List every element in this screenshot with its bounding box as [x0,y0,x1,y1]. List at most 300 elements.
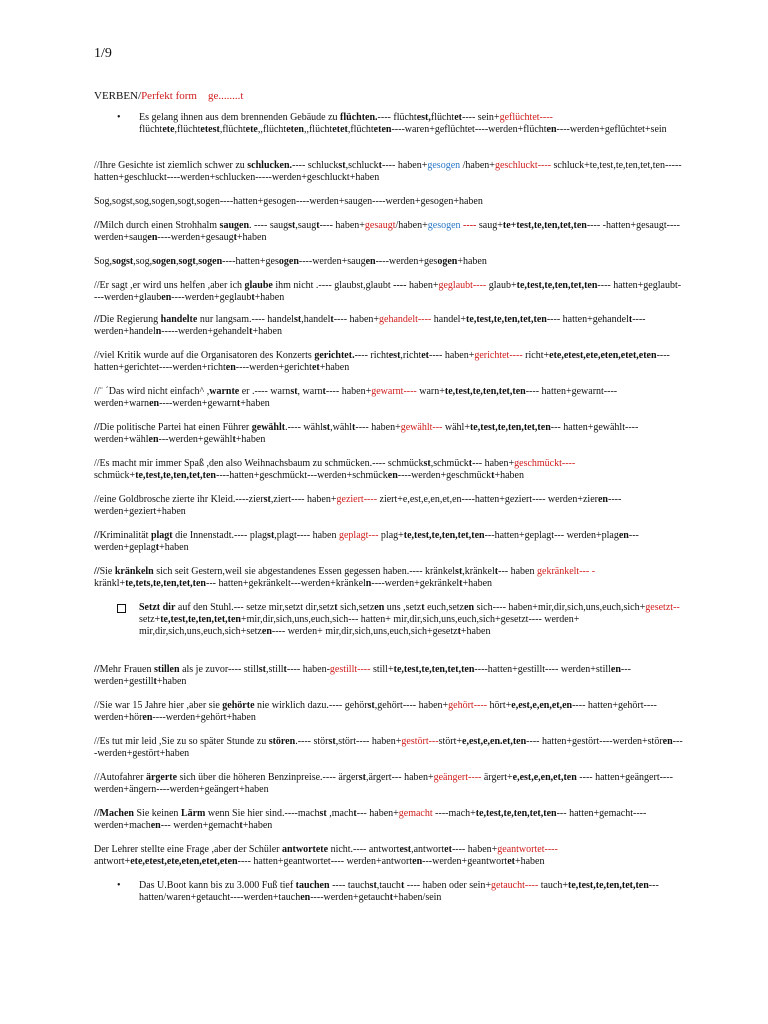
verb-text-segment: t [153,676,157,687]
verb-text-segment: ----mach+ [432,808,476,819]
verb-text-segment: Die Regierung [99,314,161,325]
verb-text-segment: kränkl+ [94,578,126,589]
verb-text-segment: ----werden+getauch [310,892,390,903]
verb-entry-fluechten [117,112,684,136]
verb-entry-aergern [94,772,684,796]
verb-text-segment: wenn Sie hier sind.----mach [205,808,320,819]
verb-text-segment: kränkeln [114,566,154,577]
verb-text-segment: , warn [297,386,323,397]
verb-text-segment: en [150,820,161,831]
verb-text-segment: ziert+e,est,e,en,et,en----hatten+geziert---- werden+zier [377,494,598,505]
verb-text-segment: t [239,820,243,831]
verb-text-segment: sich---- haben+mir,dir,sich,uns,euch,sich+ [474,602,646,613]
verb-text-segment: gesaugt [364,220,396,231]
verb-text-segment: /haben+ [395,220,428,231]
verb-text-segment: et [444,844,452,855]
verb-text-segment: sich seit Gestern,weil sie abgestandenes Essen gegessen haben.---- kränkel [153,566,456,577]
verb-text-segment: ---- haben+ [325,386,372,397]
verb-text-segment: +haben [457,256,487,267]
verb-text-segment: flüchten. [340,112,378,123]
verb-text-segment: et [507,856,515,867]
verb-text-segment: ,saug [295,220,317,231]
verb-text-segment: gerichtet. [314,350,355,361]
verb-text-segment: en [142,712,153,723]
verb-text-segment: te,test,te,ten,tet,ten [466,314,547,325]
verb-text-segment: ---- haben+ [333,314,380,325]
verb-text-segment: //Ihre Gesichte ist ziemlich schwer zu [94,160,248,171]
verb-text-segment: ----werden+geziert+haben [94,494,622,517]
verb-text-segment: ----werden+gekränkel [371,578,460,589]
verb-text-segment: e,est,e,en,et,en [511,700,573,711]
verb-text-segment: setz+ [139,614,161,625]
verb-text-segment: ,,flücht [257,124,287,135]
verb-text-segment: euch,setz [424,602,464,613]
verb-text-segment: --- haben [498,566,537,577]
verb-text-segment: geflüchtet---- [499,112,553,123]
verb-text-segment: en [662,736,673,747]
verb-text-segment: st [293,314,302,325]
verb-text-segment: +haben [319,362,350,373]
verb-text-segment: saugen [219,220,249,231]
verb-text-segment: Milch durch einen Strohhalm [99,220,220,231]
verb-text-segment: ----werden+gericht [235,362,312,373]
verb-text-segment: geziert---- [336,494,378,505]
verb-text-segment: //Sie war 15 Jahre hier ,aber sie [94,700,223,711]
verb-text-segment: st [319,808,327,819]
verb-text-segment: .---- wähl [285,422,323,433]
verb-text-segment: eten [286,124,304,135]
verb-text-segment: ---hatten/waren+getaucht----werden+tauch [139,880,659,903]
verb-text-segment: t [236,398,241,409]
verb-text-segment: --- hatten+gemacht---- werden+mach [94,808,647,831]
verb-text-segment: ,gehört---- haben+ [374,700,449,711]
verb-text-segment: en [374,602,385,613]
verb-text-segment: t [283,664,287,675]
verb-text-segment: te,test,te,ten,tet,ten [160,614,241,625]
verb-entry-kraenkeln [94,566,684,590]
verb-text-segment: -----werden+gehandel [161,326,250,337]
verb-text-segment: wähl+ [442,422,470,433]
verb-text-segment: auf den Stuhl.--- setze mir,setzt dir,setz [175,602,335,613]
verb-text-segment: et [311,362,320,373]
verb-text-segment: stillen [154,664,180,675]
verb-text-segment: stören [268,736,296,747]
verb-text-segment: Kriminalität [99,530,151,541]
verb-text-segment: ---- haben- [286,664,330,675]
verb-text-segment: Lärm [180,808,206,819]
verb-text-segment: gesogen [427,160,461,171]
verb-text-segment: +haben [156,676,187,687]
verb-text-segment: ---- haben+ [319,220,365,231]
verb-text-segment: // [94,314,100,325]
verb-text-segment: +haben [462,578,493,589]
verb-text-segment: ---- haben+ [451,844,498,855]
verb-text-segment: en [300,892,311,903]
verb-text-segment: st [322,422,331,433]
verb-entry-plagen [94,530,684,554]
verb-entry-glauben [94,280,684,304]
verb-text-segment: te,test,te,ten,tet,ten [403,530,485,541]
verb-text-segment: ,ärgert--- haben+ [365,772,434,783]
verb-text-segment: te,test,te,ten,tet,ten [469,422,551,433]
verb-entry-zieren [94,494,684,518]
verb-text-segment: st [267,530,275,541]
verb-text-segment: est [388,350,401,361]
verb-text-segment: en [161,292,172,303]
verb-text-segment: ,,flücht [303,124,333,135]
verb-text-segment: // [94,566,100,577]
verb-text-segment: richt+ [522,350,550,361]
verb-entry-warnen [94,386,684,410]
verb-text-segment: st [358,772,366,783]
verb-text-segment: t [233,232,237,243]
verb-text-segment: // [94,664,100,675]
verb-text-segment: ----werden+saug [298,256,366,267]
verb-text-segment: die Innenstadt.---- plag [172,530,268,541]
verb-text-segment: ,schmück [430,458,469,469]
verb-text-segment: stört+ [438,736,463,747]
verb-text-segment: hört+ [487,700,512,711]
verb-text-segment: en [387,470,398,481]
verb-text-segment: nicht.---- antwort [328,844,400,855]
verb-text-segment: geglaubt---- [438,280,487,291]
verb-text-segment: st [423,458,431,469]
verb-text-segment: flücht [139,124,163,135]
verb-text-segment: en [597,494,608,505]
verb-text-segment: etest [200,124,220,135]
verb-entry-schlucken [94,160,684,184]
verb-text-segment: er .---- warn [239,386,291,397]
verb-text-segment: glaub+ [486,280,517,291]
verb-text-segment: saug+ [478,220,503,231]
verb-text-segment: t [459,578,463,589]
verb-text-segment: st [369,880,377,891]
verb-text-segment: warn+ [416,386,445,397]
verb-text-segment: ----waren+geflüchtet----werden+flücht [391,124,547,135]
verb-text-segment: sich,setz [337,602,375,613]
verb-text-segment: te,test,te,ten,tet,ten [135,470,216,481]
verb-text-segment: ,flücht [347,124,374,135]
verb-text-segment: +haben [242,820,273,831]
verb-text-segment: // [94,422,100,433]
verb-text-segment: geschluckt---- [494,160,552,171]
verb-text-segment: gewählt--- [400,422,443,433]
verb-text-segment: ----werden+gesaug [157,232,234,243]
verb-text-segment: //Machen [94,808,134,819]
verb-text-segment: ----werden+gewarn [159,398,237,409]
verb-text-segment: //¨ ´Das wird nicht einfach^ , [94,386,210,397]
verb-text-segment: ---- hatten+gewarnt----werden+warn [94,386,618,409]
verb-text-segment: tauch+ [538,880,568,891]
verb-text-segment: ,wähl [330,422,353,433]
verb-text-segment: geantwortet---- [497,844,558,855]
verb-entry-handeln [94,314,684,338]
verb-text-segment: ---- richt [354,350,389,361]
bullet-icon: • [117,112,121,123]
verb-text-segment: ----werden+gestört+haben [94,736,683,759]
verb-text-segment: +haben [460,626,491,637]
verb-entry-richten [94,350,684,374]
verb-text-segment: +haben [236,232,267,243]
verb-text-segment: --- haben+ [472,458,515,469]
verb-text-segment: st [338,160,346,171]
verb-text-segment: ---- haben oder sein+ [404,880,491,891]
verb-text-segment: sogen [152,256,176,267]
verb-text-segment: ,antwort [411,844,445,855]
checkbox-square-icon [117,604,126,613]
verb-text-segment: --- werden+geplag [94,530,639,553]
verb-entry-gehoeren [94,700,684,724]
verb-text-segment: n [155,326,162,337]
verb-text-segment: te,test,te,ten,tet,ten [444,386,526,397]
verb-text-segment: +haben [254,292,285,303]
verb-text-segment: --- hatten+gewählt----werden+wähl [94,422,639,445]
heading-perfekt-form: Perfekt form [141,90,197,102]
verb-text-segment: ---- werden+ mir,dir,sich,uns,euch,sich+gesetz [271,626,458,637]
verb-text-segment: gewählt [251,422,286,433]
verb-text-segment: ---- haben+ [429,350,475,361]
verb-text-segment: ---werden+gestill [94,664,631,687]
bullet-icon: • [117,880,121,891]
verb-text-segment: //Er sagt ,er wird uns helfen ,aber ich [94,280,245,291]
verb-text-segment: ----hatten+ges [222,256,279,267]
verb-text-segment: t [155,542,160,553]
verb-text-segment: geplagt--- [338,530,379,541]
verb-text-segment: getaucht---- [491,880,539,891]
verb-text-segment: Sie [99,566,115,577]
verb-text-segment: +haben [235,434,266,445]
verb-text-segment: geschmückt---- [514,458,576,469]
verb-text-segment: st [263,494,271,505]
verb-entry-tauchen [117,880,684,904]
verb-text-segment: e,est,e,en,et,ten [512,772,577,783]
verb-text-segment: st [455,566,463,577]
verb-text-segment: tauchen [295,880,330,891]
verb-text-segment: flücht [430,112,455,123]
verb-text-segment: gerichtet---- [474,350,523,361]
verb-text-segment: ärgerte [145,772,178,783]
verb-text-segment: still+ [370,664,394,675]
verb-text-segment: gehandelt---- [379,314,432,325]
verb-text-segment: Es gelang ihnen aus dem brennenden Gebäude zu [139,112,341,123]
section-heading [94,90,243,102]
verb-text-segment: gesogen [427,220,461,231]
verb-text-segment: ---- haben+ [355,422,401,433]
verb-text-segment: ,plagt---- haben [274,530,339,541]
verb-text-segment: ogen [437,256,458,267]
verb-text-segment: ---- flücht [377,112,417,123]
verb-text-segment: uns ,setz [384,602,422,613]
verb-text-segment: t [232,434,236,445]
verb-text-segment: st [328,736,336,747]
verb-text-segment: t [316,220,320,231]
verb-text-segment: ---- hatten+geantwortet---- werden+antwort [237,856,413,867]
verb-text-segment: ete [245,124,258,135]
verb-text-segment: ---- schluck [292,160,339,171]
verb-text-segment: +haben/sein [393,892,442,903]
verb-text-segment: t [353,808,357,819]
verb-text-segment: ,flücht [174,124,201,135]
verb-text-segment: //eine Goldbrosche zierte ihr Kleid.----zier [94,494,264,505]
verb-text-segment: ,kränkel [462,566,495,577]
verb-text-segment: ---- hatten+geglaubt----werden+glaub [94,280,682,303]
verb-text-segment: schluck+te,test,te,ten,tet,ten----- hatten+geschluckt----werden+schlucken-----werden+geschluckt+haben [94,160,682,183]
verb-text-segment: te,test,te,ten,tet,ten [516,280,598,291]
verb-text-segment: --- werden+gemach [160,820,240,831]
verb-text-segment: ----werden+geschmück [397,470,492,481]
verb-text-segment: , [195,256,199,267]
verb-text-segment: st [288,220,296,231]
verb-text-segment: ---- hatten+geängert---- werden+ängern----werden+geängert+haben [94,772,673,795]
verb-text-segment: t [249,326,253,337]
verb-text-segment: te,tets,te,ten,tet,ten [125,578,206,589]
verb-text-segment: //Es tut mir leid ,Sie zu so später Stunde zu [94,736,269,747]
verb-text-segment: /haben+ [460,160,495,171]
verb-text-segment: +mir,dir,sich,uns,euch,sich--- hatten+ mir,dir,sich,uns,euch,sich+gesetzt---- werden+ mir,dir,sich,uns,euch,sich+setz [139,614,580,637]
verb-text-segment: ----werden+geglaub [171,292,252,303]
verb-entry-schmuecken [94,458,684,482]
verb-text-segment: et [454,112,462,123]
verb-text-segment: en [261,626,272,637]
verb-entry-sog [94,196,684,208]
verb-text-segment: t [468,458,473,469]
verb-text-segment: ete,etest,ete,eten,etet,eten [130,856,238,867]
verb-text-segment: t [378,160,383,171]
verb-text-segment: gestillt---- [329,664,371,675]
verb-text-segment: ,richt [400,350,422,361]
verb-text-segment: --- hatten+gekränkelt---werden+kränkel [205,578,366,589]
verb-text-segment: nie wirklich dazu.---- gehör [254,700,368,711]
heading-pattern: ge........t [207,90,244,102]
verb-text-segment: ,flücht [219,124,246,135]
verb-text-segment: plagt [150,530,173,541]
verb-text-segment: en [618,530,629,541]
verb-text-segment: als je zuvor---- still [179,664,259,675]
verb-text-segment: antwortete [281,844,329,855]
verb-text-segment: handel+ [431,314,467,325]
verb-text-segment: en [464,602,474,613]
verb-text-segment: Der Lehrer stellte eine Frage ,aber der Schüler [94,844,282,855]
verb-text-segment: handelte [160,314,198,325]
verb-text-segment: gehört---- [448,700,488,711]
verb-text-segment: schmück+ [94,470,136,481]
verb-text-segment: +haben [514,856,545,867]
verb-text-segment: //viel Kritik wurde auf die Organisatoren des Konzerts [94,350,315,361]
verb-text-segment: ---- sein+ [461,112,500,123]
verb-text-segment: ,still [266,664,284,675]
verb-entry-antworten [94,844,684,868]
verb-text-segment: ärgert+ [481,772,513,783]
verb-text-segment: ----werden+geflüchtet+sein [556,124,667,135]
verb-text-segment: te+test,te,ten,tet,ten [502,220,587,231]
verb-text-segment: ,stört---- haben+ [335,736,402,747]
verb-text-segment: ,handel [301,314,331,325]
verb-text-segment: . ---- saug [249,220,289,231]
verb-text-segment: Sog, [94,256,113,267]
verb-entry-machen [94,808,684,832]
verb-text-segment: gestört--- [401,736,439,747]
verb-text-segment: t [352,422,356,433]
verb-text-segment: t [457,626,461,637]
verb-text-segment: ---werden+geantwort [422,856,508,867]
verb-text-segment: ----werden+gehört+haben [152,712,256,723]
verb-text-segment: gemacht [398,808,433,819]
verb-text-segment: en [610,664,621,675]
verb-text-segment: sogt [178,256,196,267]
verb-text-segment: ete,etest,ete,eten,etet,eten [549,350,657,361]
verb-text-segment: antwort+ [94,856,131,867]
verb-text-segment: en [147,232,158,243]
verb-text-segment: ----werden+handel [94,314,646,337]
verb-entry-stoeren [94,736,684,760]
verb-text-segment: ---- [393,280,407,291]
verb-text-segment: n [365,578,372,589]
verb-text-segment: e,est,e,en.et,ten [462,736,527,747]
verb-text-segment: en [546,124,557,135]
verb-text-segment: st [258,664,267,675]
verb-entry-saugen [94,220,684,244]
verb-entry-setzen [139,602,684,638]
verb-text-segment: t [628,314,633,325]
verb-text-segment: ,tauch [376,880,401,891]
verb-text-segment: Sog,sogst,sog,sogen,sogt,sogen----hatten+gesogen----werden+saugen----werden+gesogen+haben [94,196,483,207]
verb-text-segment: en [365,256,376,267]
verb-text-segment: ---hatten+geplagt--- werden+plag [484,530,619,541]
page-number: 1/9 [94,46,112,61]
verb-text-segment: ete [162,124,175,135]
verb-entry-sog-bold [94,256,684,268]
verb-text-segment: .---- stör [295,736,329,747]
verb-text-segment: +haben [252,326,282,337]
verb-text-segment: , [176,256,179,267]
verb-text-segment: glaube [244,280,273,291]
verb-text-segment: en [225,362,236,373]
verb-text-segment: etet [332,124,348,135]
verb-text-segment: schlucken. [247,160,293,171]
verb-text-segment: haben+ [406,280,439,291]
verb-text-segment: sogst [112,256,134,267]
verb-text-segment: ---- tauch [329,880,370,891]
verb-text-segment: ihm nicht .---- glaubst,glaubt [272,280,394,291]
verb-text-segment: en [412,856,423,867]
verb-text-segment: t [330,314,334,325]
heading-prefix: VERBEN/ [94,90,142,102]
verb-entry-stillen [94,664,684,688]
verb-text-segment: eten [373,124,392,135]
verb-text-segment: te,test,te,ten,tet,ten [568,880,649,891]
verb-text-segment: ---- -hatten+gesaugt----werden+saug [94,220,680,243]
verb-text-segment: ogen [278,256,299,267]
verb-text-segment: ---- hatten+gehandel [546,314,629,325]
verb-entry-waehlen [94,422,684,446]
verb-text-segment: ---- hatten+gehört----werden+hör [94,700,657,723]
verb-text-segment: Das U.Boot kann bis zu 3.000 Fuß tief [139,880,296,891]
verb-text-segment: ,sog, [133,256,153,267]
verb-text-segment: te,test,te,ten,tet,ten [393,664,475,675]
verb-text-segment: Die politische Partei hat einen Führer [99,422,252,433]
verb-text-segment: ,schluck [345,160,379,171]
verb-text-segment: +haben [240,398,270,409]
verb-text-segment: en [148,434,159,445]
verb-text-segment: plag+ [378,530,404,541]
verb-text-segment: st [367,700,375,711]
verb-text-segment: ---werden+gewähl [158,434,233,445]
verb-text-segment: t [400,880,405,891]
verb-text-segment: nur langsam.---- handel [197,314,294,325]
verb-text-segment: t [251,292,255,303]
verb-text-segment: ---- [460,220,479,231]
verb-text-segment: t [421,602,425,613]
